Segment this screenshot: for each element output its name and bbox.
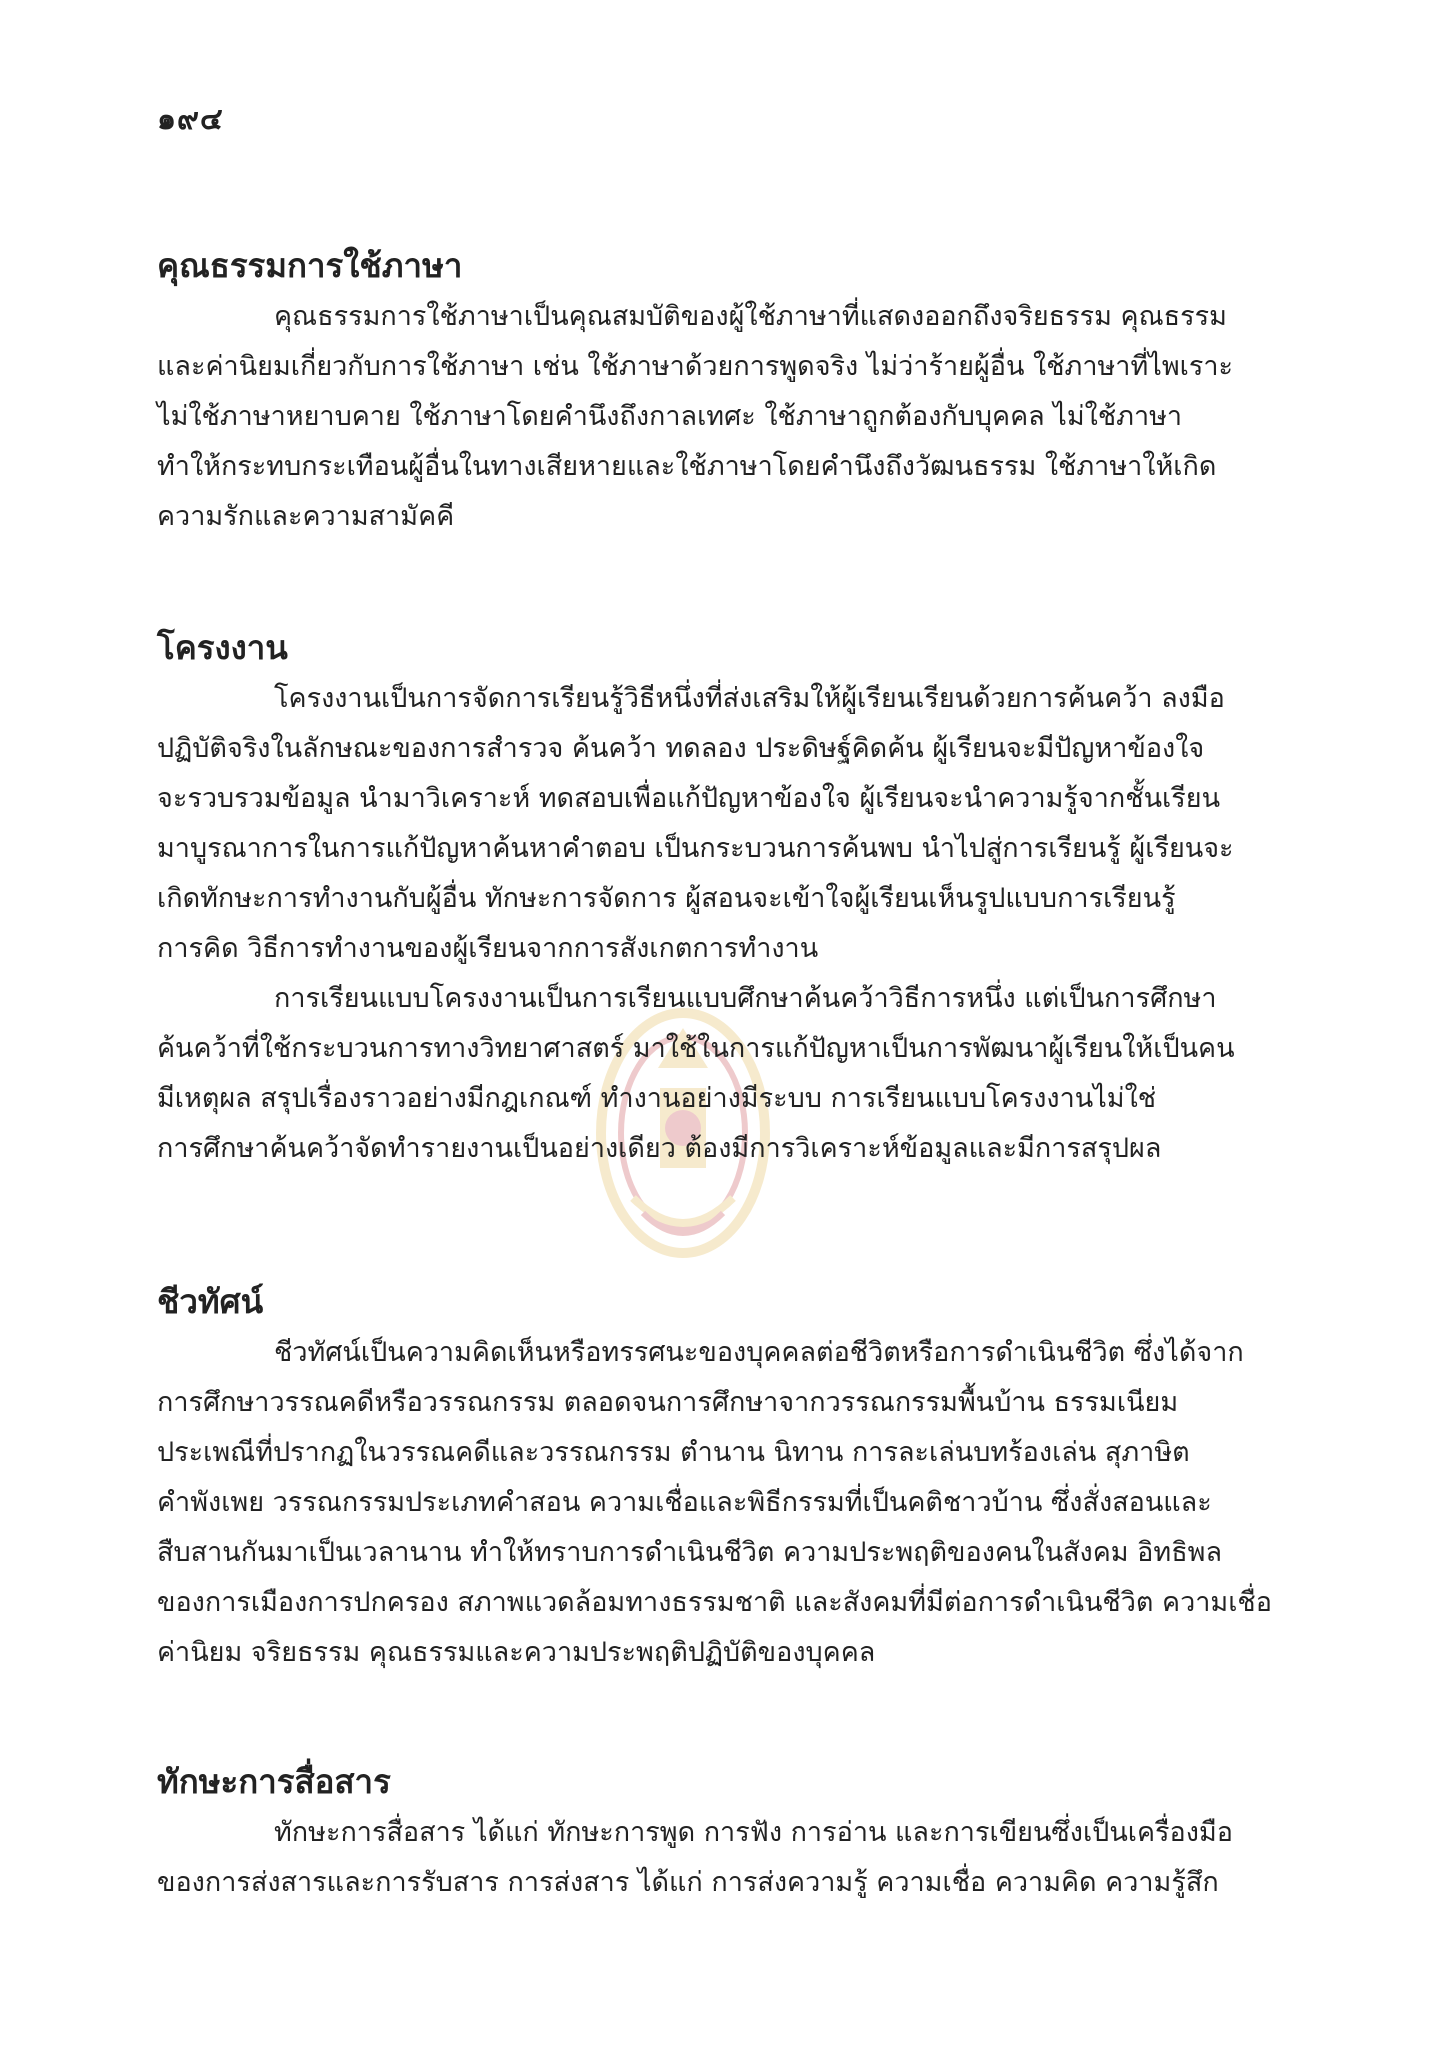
paragraph-line: ประเพณีที่ปรากฏในวรรณคดีและวรรณกรรม ตำนาน นิทาน การละเล่นบทร้องเล่น สุภาษิต xyxy=(157,1437,1190,1468)
paragraph-line: ชีวทัศน์เป็นความคิดเห็นหรือทรรศนะของบุคคลต่อชีวิตหรือการดำเนินชีวิต ซึ่งได้จาก xyxy=(274,1337,1244,1368)
paragraph-line: การศึกษาค้นคว้าจัดทำรายงานเป็นอย่างเดียว ต้องมีการวิเคราะห์ข้อมูลและมีการสรุปผล xyxy=(157,1133,1162,1164)
page-number: ๑๙๔ xyxy=(157,102,224,137)
paragraph-line: ไม่ใช้ภาษาหยาบคาย ใช้ภาษาโดยคำนึงถึงกาลเทศะ ใช้ภาษาถูกต้องกับบุคคล ไม่ใช้ภาษา xyxy=(157,401,1183,432)
paragraph-line: และค่านิยมเกี่ยวกับการใช้ภาษา เช่น ใช้ภาษาด้วยการพูดจริง ไม่ว่าร้ายผู้อื่น ใช้ภาษาที่ไพเราะ xyxy=(157,351,1234,382)
paragraph-line: โครงงานเป็นการจัดการเรียนรู้วิธีหนึ่งที่ส่งเสริมให้ผู้เรียนเรียนด้วยการค้นคว้า ลงมือ xyxy=(274,683,1225,714)
paragraph-line: มีเหตุผล สรุปเรื่องราวอย่างมีกฎเกณฑ์ ทำงานอย่างมีระบบ การเรียนแบบโครงงานไม่ใช่ xyxy=(157,1083,1157,1114)
paragraph-line: มาบูรณาการในการแก้ปัญหาค้นหาคำตอบ เป็นกระบวนการค้นพบ นำไปสู่การเรียนรู้ ผู้เรียนจะ xyxy=(157,833,1234,864)
section-language-virtue xyxy=(157,240,1317,542)
paragraph-line: เกิดทักษะการทำงานกับผู้อื่น ทักษะการจัดการ ผู้สอนจะเข้าใจผู้เรียนเห็นรูปแบบการเรียนรู้ xyxy=(157,883,1176,914)
paragraph-line: ค่านิยม จริยธรรม คุณธรรมและความประพฤติปฏิบัติของบุคคล xyxy=(157,1637,876,1668)
section-title: ชีวทัศน์ xyxy=(157,1282,264,1321)
section-life-view xyxy=(157,1276,1317,1678)
section-communication-skills xyxy=(157,1756,1317,1908)
paragraph-line: ปฏิบัติจริงในลักษณะของการสำรวจ ค้นคว้า ทดลอง ประดิษฐ์คิดค้น ผู้เรียนจะมีปัญหาข้องใจ xyxy=(157,733,1205,764)
paragraph-line: การศึกษาวรรณคดีหรือวรรณกรรม ตลอดจนการศึกษาจากวรรณกรรมพื้นบ้าน ธรรมเนียม xyxy=(157,1387,1179,1418)
paragraph-line: จะรวบรวมข้อมูล นำมาวิเคราะห์ ทดสอบเพื่อแก้ปัญหาข้องใจ ผู้เรียนจะนำความรู้จากชั้นเรียน xyxy=(157,783,1221,814)
section-project xyxy=(157,622,1317,1174)
paragraph-line: ของการส่งสารและการรับสาร การส่งสาร ได้แก่ การส่งความรู้ ความเชื่อ ความคิด ความรู้สึก xyxy=(157,1867,1219,1898)
paragraph-line: ความรักและความสามัคคี xyxy=(157,501,455,532)
paragraph-line: สืบสานกันมาเป็นเวลานาน ทำให้ทราบการดำเนินชีวิต ความประพฤติของคนในสังคม อิทธิพล xyxy=(157,1537,1223,1568)
section-title: โครงงาน xyxy=(157,628,288,667)
paragraph-line: คุณธรรมการใช้ภาษาเป็นคุณสมบัติของผู้ใช้ภาษาที่แสดงออกถึงจริยธรรม คุณธรรม xyxy=(274,301,1227,332)
section-title: ทักษะการสื่อสาร xyxy=(157,1762,391,1801)
paragraph-line: การเรียนแบบโครงงานเป็นการเรียนแบบศึกษาค้นคว้าวิธีการหนึ่ง แต่เป็นการศึกษา xyxy=(274,983,1217,1014)
paragraph-line: ของการเมืองการปกครอง สภาพแวดล้อมทางธรรมชาติ และสังคมที่มีต่อการดำเนินชีวิต ความเชื่อ xyxy=(157,1587,1272,1618)
paragraph-line: ค้นคว้าที่ใช้กระบวนการทางวิทยาศาสตร์ มาใช้ในการแก้ปัญหาเป็นการพัฒนาผู้เรียนให้เป็นคน xyxy=(157,1033,1235,1064)
paragraph-line: การคิด วิธีการทำงานของผู้เรียนจากการสังเกตการทำงาน xyxy=(157,933,819,964)
paragraph-line: ทักษะการสื่อสาร ได้แก่ ทักษะการพูด การฟัง การอ่าน และการเขียนซึ่งเป็นเครื่องมือ xyxy=(274,1817,1233,1848)
paragraph-line: คำพังเพย วรรณกรรมประเภทคำสอน ความเชื่อและพิธีกรรมที่เป็นคติชาวบ้าน ซึ่งสั่งสอนและ xyxy=(157,1487,1212,1518)
paragraph-line: ทำให้กระทบกระเทือนผู้อื่นในทางเสียหายและใช้ภาษาโดยคำนึงถึงวัฒนธรรม ใช้ภาษาให้เกิด xyxy=(157,451,1217,482)
section-title: คุณธรรมการใช้ภาษา xyxy=(157,246,463,285)
